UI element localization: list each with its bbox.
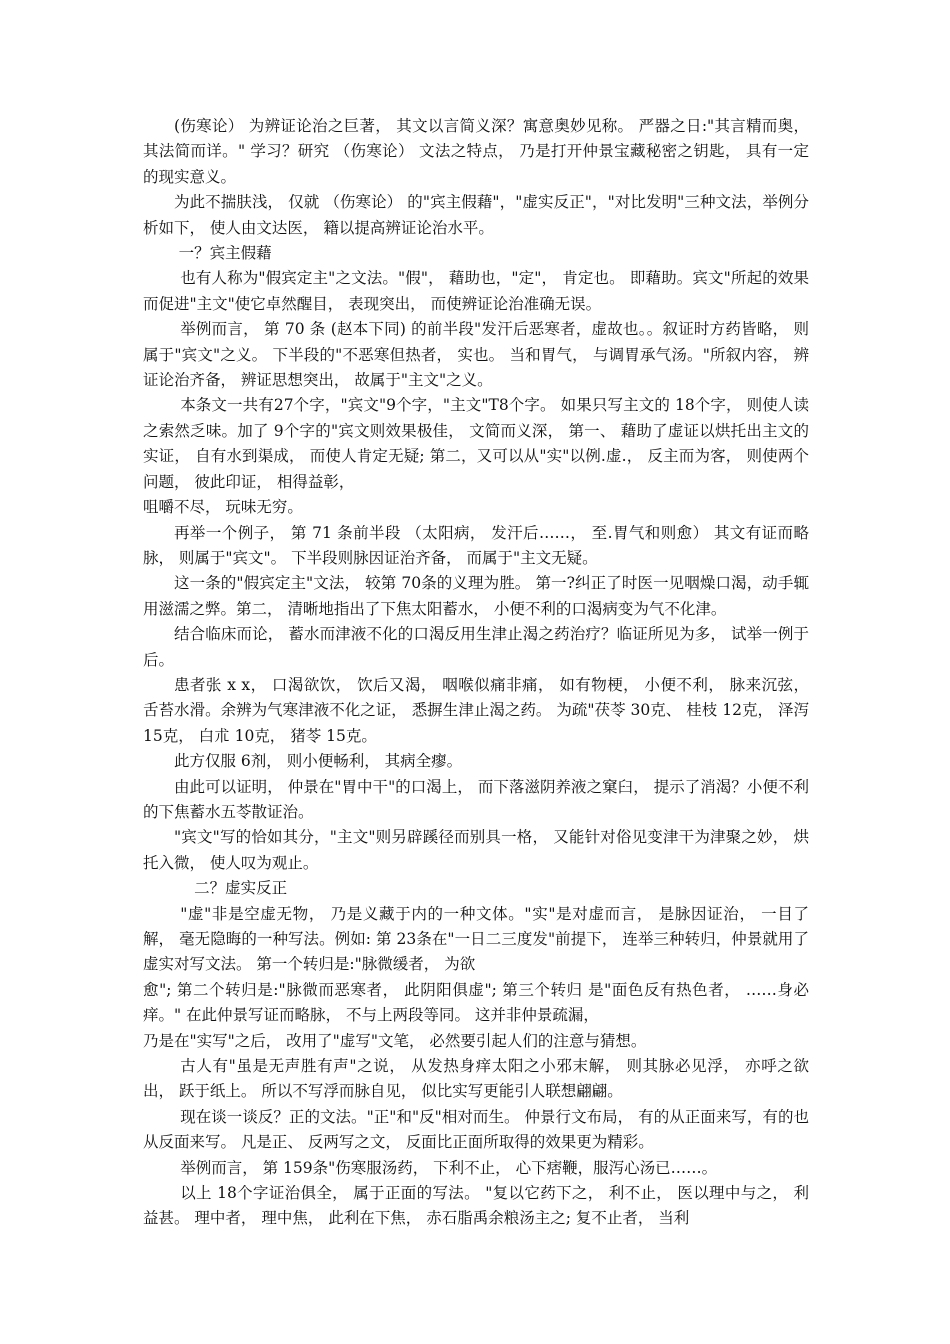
paragraph-6: 再举一个例子， 第 71 条前半段 （太阳病， 发汗后……， 至.胃气和则愈） 其文有证而略脉， 则属于"宾文"。 下半段则脉因证治齐备， 而属于"主文无疑。: [143, 523, 809, 567]
paragraph-16: 举例而言， 第 159条"伤寒服汤药， 下利不止， 心下痞鞭，服泻心汤已……。: [180, 1158, 718, 1177]
paragraph-17: 以上 18个字证治俱全， 属于正面的写法。 "复以它药下之， 利不止， 医以理中与之， 利益甚。 理中者， 理中焦， 此利在下焦， 赤石脂禹余粮汤主之; 复不止者， 当利: [143, 1184, 809, 1228]
paragraph-2: 为此不揣肤浅， 仅就 （伤寒论） 的"宾主假藉"，"虚实反正"，"对比发明"三种文法，举例分析如下， 使人由文达医， 籍以提高辨证论治水平。: [143, 193, 809, 237]
section-heading-2: 二？虚实反正: [194, 879, 288, 898]
paragraph-5: 本条文一共有27个字，"宾文"9个字，"主文"T8个字。 如果只写主文的 18个字， 则使人读之索然乏味。加了 9个字的"宾文则效果极佳， 文简而义深， 第一、 藉助了虚证以烘托出主文的实证， 自有水到渠成， 而使人肯定无疑; 第二，又可以从"实"以例.虚.， 反主而为客， 则使两个问题， 彼此印证， 相得益彰，: [143, 396, 809, 491]
paragraph-8: 结合临床而论， 蓄水而津液不化的口渴反用生津止渴之药治疗？临证所见为多， 试举一例于后。: [143, 625, 809, 669]
paragraph-3: 也有人称为"假宾定主"之文法。"假"， 藉助也，"定"， 肯定也。 即藉助。宾文"所起的效果而促进"主文"使它卓然醒目， 表现突出， 而使辨证论治准确无误。: [143, 269, 809, 313]
paragraph-13-cont-2: 乃是在"实写"之后， 改用了"虚写"文笔， 必然要引起人们的注意与猜想。: [143, 1031, 647, 1050]
paragraph-9: 患者张 x x， 口渴欲饮， 饮后又渴， 咽喉似痛非痛， 如有物梗， 小便不利， 脉来沉弦， 舌苔水滑。余辨为气寒津液不化之证， 悉摒生津止渴之药。 为疏"茯苓 30克、 桂枝 12克， 泽泻 15克， 白朮 10克， 猪苓 15克。: [143, 675, 809, 745]
paragraph-5-cont: 咀嚼不尽， 玩味无穷。: [143, 498, 303, 517]
paragraph-12: "宾文"写的恰如其分，"主文"则另辟蹊径而别具一格， 又能针对俗见变津干为津聚之妙， 烘托入微， 使人叹为观止。: [143, 828, 809, 872]
paragraph-10: 此方仅服 6剂， 则小便畅利， 其病全瘳。: [174, 752, 463, 771]
paragraph-13: "虚"非是空虚无物， 乃是义藏于内的一种文体。"实"是对虚而言， 是脉因证治， 一目了解， 毫无隐晦的一种写法。例如: 第 23条在"一日二三度发"前提下， 连举三种转归，仲景就用了虚实对写文法。 第一个转归是:"脉微缓者， 为欲: [143, 904, 809, 974]
paragraph-11: 由此可以证明， 仲景在"胃中干"的口渴上， 而下落滋阴养液之窠臼， 提示了消渴？小便不利的下焦蓄水五苓散证治。: [143, 777, 809, 821]
section-heading-1: 一？宾主假藉: [178, 244, 272, 263]
paragraph-14: 古人有"虽是无声胜有声"之说， 从发热身痒太阳之小邪末解， 则其脉必见浮， 亦呼之欲出， 跃于纸上。 所以不写浮而脉自见， 似比实写更能引人联想翩翩。: [143, 1057, 809, 1101]
paragraph-13-cont-1: 愈"; 第二个转归是:"脉微而恶寒者， 此阴阳俱虚"; 第三个转归 是"面色反有热色者， ……身必痒。" 在此仲景写证而略脉， 不与上两段等同。 这并非仲景疏漏，: [143, 980, 809, 1025]
paragraph-4: 举例而言， 第 70 条 (赵本下同) 的前半段"发汗后恶寒者，虚故也。。叙证时方药皆略， 则属于"宾文"之义。 下半段的"不恶寒但热者， 实也。 当和胃气， 与调胃承气汤。"所叙内容， 辨证论治齐备， 辨证思想突出， 故属于"主文"之义。: [143, 320, 809, 390]
document-body: [143, 114, 809, 1232]
paragraph-7: 这一条的"假宾定主"文法， 较第 70条的义理为胜。 第一?纠正了时医一见咽燥口渴，动手辄用滋濡之弊。第二， 清晰地指出了下焦太阳蓄水， 小便不利的口渴病变为气不化津。: [143, 574, 809, 618]
paragraph-15: 现在谈一谈反？正的文法。"正"和"反"相对而生。 仲景行文布局， 有的从正面来写，有的也从反面来写。 凡是正、 反两写之文， 反面比正面所取得的效果更为精彩。: [143, 1107, 809, 1152]
paragraph-1: (伤寒论） 为辨证论治之巨著， 其文以言简义深？寓意奥妙见称。 严器之日:"其言精而奥， 其法简而详。" 学习？研究 （伤寒论） 文法之特点， 乃是打开仲景宝藏秘密之钥匙， 具有一定的现实意义。: [143, 117, 809, 186]
